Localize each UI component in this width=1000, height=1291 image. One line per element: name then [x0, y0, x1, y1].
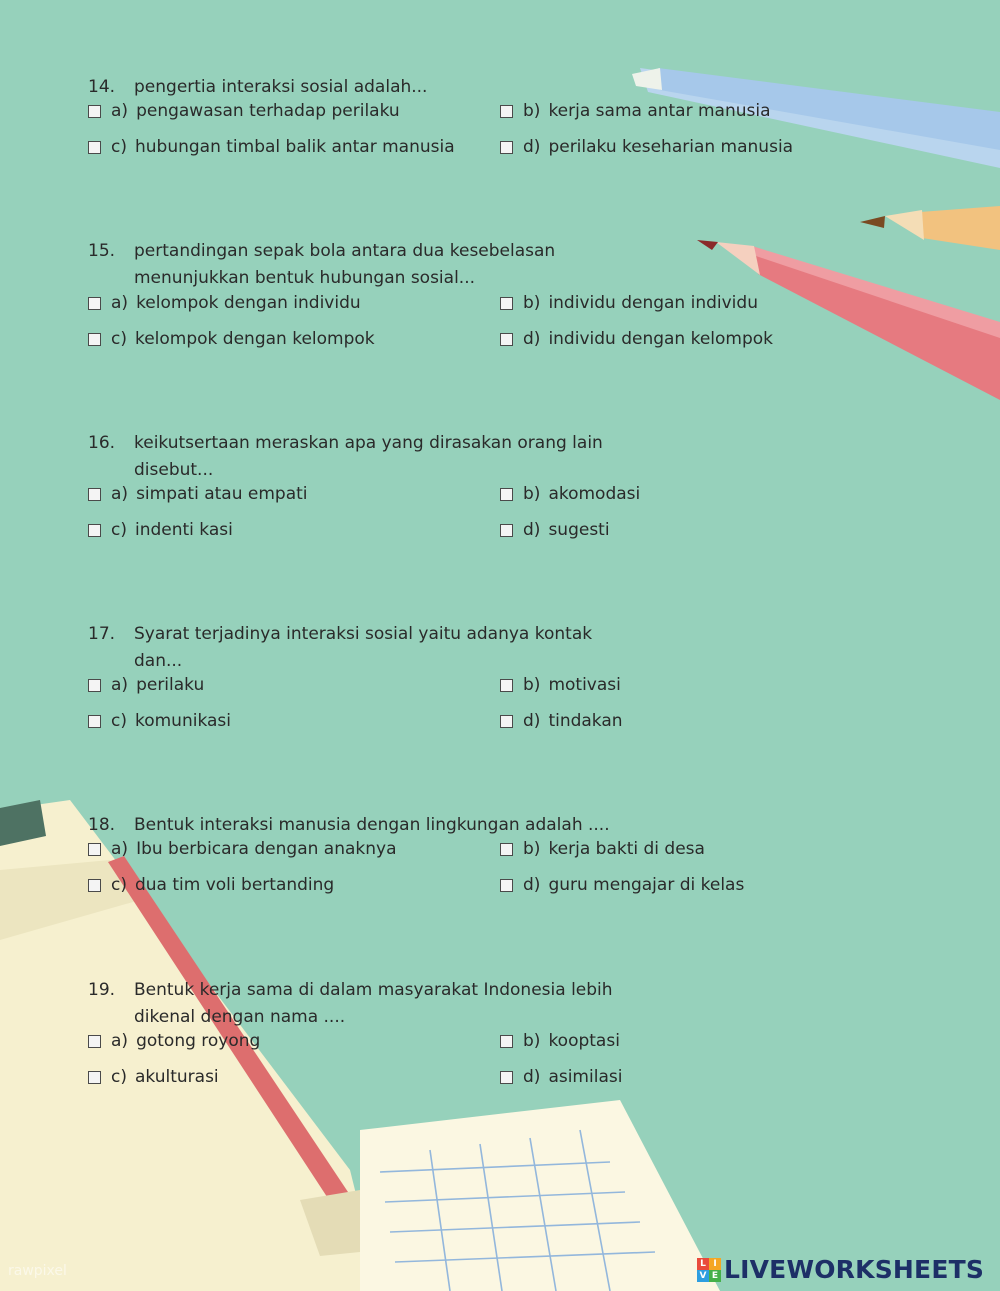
question-number: 18.: [88, 815, 116, 835]
option-18-c[interactable]: [88, 873, 334, 897]
option-17-a[interactable]: [88, 673, 204, 697]
option-letter: c): [111, 137, 127, 157]
option-letter: b): [523, 1031, 541, 1051]
option-17-c[interactable]: [88, 709, 231, 733]
option-letter: d): [523, 1067, 541, 1087]
option-text: individu dengan kelompok: [548, 329, 774, 349]
option-letter: a): [111, 675, 129, 695]
option-14-b[interactable]: [500, 99, 771, 123]
checkbox-icon[interactable]: [500, 879, 513, 892]
question-text: pengertia interaksi sosial adalah...: [134, 77, 428, 97]
option-text: kelompok dengan individu: [136, 293, 361, 313]
checkbox-icon[interactable]: [88, 297, 101, 310]
option-15-c[interactable]: [88, 327, 375, 351]
option-15-b[interactable]: [500, 291, 758, 315]
option-17-b[interactable]: [500, 673, 621, 697]
option-text: komunikasi: [134, 711, 231, 731]
checkbox-icon[interactable]: [88, 1035, 101, 1048]
option-text: tindakan: [548, 711, 623, 731]
option-text: individu dengan individu: [548, 293, 758, 313]
checkbox-icon[interactable]: [500, 141, 513, 154]
option-letter: b): [523, 839, 541, 859]
checkbox-icon[interactable]: [500, 715, 513, 728]
question-text: keikutsertaan meraskan apa yang dirasakan orang lain disebut...: [134, 433, 603, 480]
checkbox-icon[interactable]: [500, 488, 513, 501]
option-text: kooptasi: [548, 1031, 620, 1051]
option-letter: d): [523, 520, 541, 540]
option-letter: c): [111, 875, 127, 895]
option-19-d[interactable]: [500, 1065, 622, 1089]
option-14-c[interactable]: [88, 135, 455, 159]
checkbox-icon[interactable]: [88, 488, 101, 501]
option-19-c[interactable]: [88, 1065, 219, 1089]
orange-pencil-illustration: [860, 206, 1000, 250]
option-text: Ibu berbicara dengan anaknya: [136, 839, 397, 859]
option-text: perilaku keseharian manusia: [548, 137, 794, 157]
grid-paper-illustration: [360, 1100, 720, 1291]
checkbox-icon[interactable]: [500, 297, 513, 310]
question-number: 14.: [88, 77, 116, 97]
checkbox-icon[interactable]: [88, 141, 101, 154]
option-letter: c): [111, 520, 127, 540]
question-text: Bentuk interaksi manusia dengan lingkungan adalah ....: [134, 815, 610, 835]
option-letter: c): [111, 329, 127, 349]
option-letter: a): [111, 1031, 129, 1051]
option-text: kelompok dengan kelompok: [134, 329, 375, 349]
checkbox-icon[interactable]: [88, 879, 101, 892]
watermark: rawpixel: [8, 1263, 67, 1279]
checkbox-icon[interactable]: [500, 524, 513, 537]
brand-name: LIVEWORKSHEETS: [724, 1255, 985, 1284]
checkbox-icon[interactable]: [500, 105, 513, 118]
option-text: indenti kasi: [134, 520, 233, 540]
option-letter: a): [111, 839, 129, 859]
option-text: kerja sama antar manusia: [548, 101, 771, 121]
option-16-b[interactable]: [500, 482, 640, 506]
question-number: 17.: [88, 624, 116, 644]
checkbox-icon[interactable]: [88, 105, 101, 118]
option-text: guru mengajar di kelas: [548, 875, 745, 895]
checkbox-icon[interactable]: [88, 1071, 101, 1084]
option-15-d[interactable]: [500, 327, 773, 351]
checkbox-icon[interactable]: [88, 524, 101, 537]
option-19-b[interactable]: [500, 1029, 620, 1053]
question-text: Bentuk kerja sama di dalam masyarakat Indonesia lebih dikenal dengan nama ....: [134, 980, 613, 1027]
option-letter: c): [111, 1067, 127, 1087]
option-letter: d): [523, 329, 541, 349]
option-text: akulturasi: [134, 1067, 219, 1087]
option-17-d[interactable]: [500, 709, 623, 733]
option-15-a[interactable]: [88, 291, 361, 315]
question-number: 15.: [88, 241, 116, 261]
checkbox-icon[interactable]: [88, 715, 101, 728]
option-14-a[interactable]: [88, 99, 400, 123]
checkbox-icon[interactable]: [500, 679, 513, 692]
checkbox-icon[interactable]: [88, 843, 101, 856]
option-16-c[interactable]: [88, 518, 233, 542]
checkbox-icon[interactable]: [88, 679, 101, 692]
option-text: akomodasi: [548, 484, 641, 504]
option-letter: c): [111, 711, 127, 731]
option-16-d[interactable]: [500, 518, 610, 542]
option-letter: a): [111, 101, 129, 121]
option-text: hubungan timbal balik antar manusia: [134, 137, 455, 157]
option-letter: a): [111, 484, 129, 504]
option-letter: d): [523, 137, 541, 157]
option-14-d[interactable]: [500, 135, 793, 159]
question-number: 16.: [88, 433, 116, 453]
option-18-d[interactable]: [500, 873, 744, 897]
option-text: perilaku: [136, 675, 205, 695]
question-text: Syarat terjadinya interaksi sosial yaitu adanya kontak dan...: [134, 624, 593, 671]
option-text: motivasi: [548, 675, 621, 695]
question-number: 19.: [88, 980, 116, 1000]
question-text: pertandingan sepak bola antara dua kesebelasan menunjukkan bentuk hubungan sosial...: [134, 241, 556, 288]
option-text: sugesti: [548, 520, 610, 540]
liveworksheets-mark-icon: L I V E: [697, 1258, 721, 1282]
option-letter: b): [523, 484, 541, 504]
option-letter: d): [523, 875, 541, 895]
option-text: asimilasi: [548, 1067, 623, 1087]
checkbox-icon[interactable]: [500, 1035, 513, 1048]
option-text: simpati atau empati: [136, 484, 308, 504]
checkbox-icon[interactable]: [500, 1071, 513, 1084]
option-text: kerja bakti di desa: [548, 839, 705, 859]
option-letter: b): [523, 101, 541, 121]
option-19-a[interactable]: [88, 1029, 260, 1053]
option-18-a[interactable]: [88, 837, 397, 861]
checkbox-icon[interactable]: [88, 333, 101, 346]
option-letter: b): [523, 675, 541, 695]
option-text: pengawasan terhadap perilaku: [136, 101, 400, 121]
option-18-b[interactable]: [500, 837, 705, 861]
checkbox-icon[interactable]: [500, 843, 513, 856]
option-letter: d): [523, 711, 541, 731]
red-pencil-illustration: [697, 240, 1000, 400]
checkbox-icon[interactable]: [500, 333, 513, 346]
option-letter: b): [523, 293, 541, 313]
option-text: gotong royong: [136, 1031, 261, 1051]
liveworksheets-logo: [697, 1255, 984, 1284]
option-text: dua tim voli bertanding: [134, 875, 335, 895]
option-letter: a): [111, 293, 129, 313]
option-16-a[interactable]: [88, 482, 308, 506]
